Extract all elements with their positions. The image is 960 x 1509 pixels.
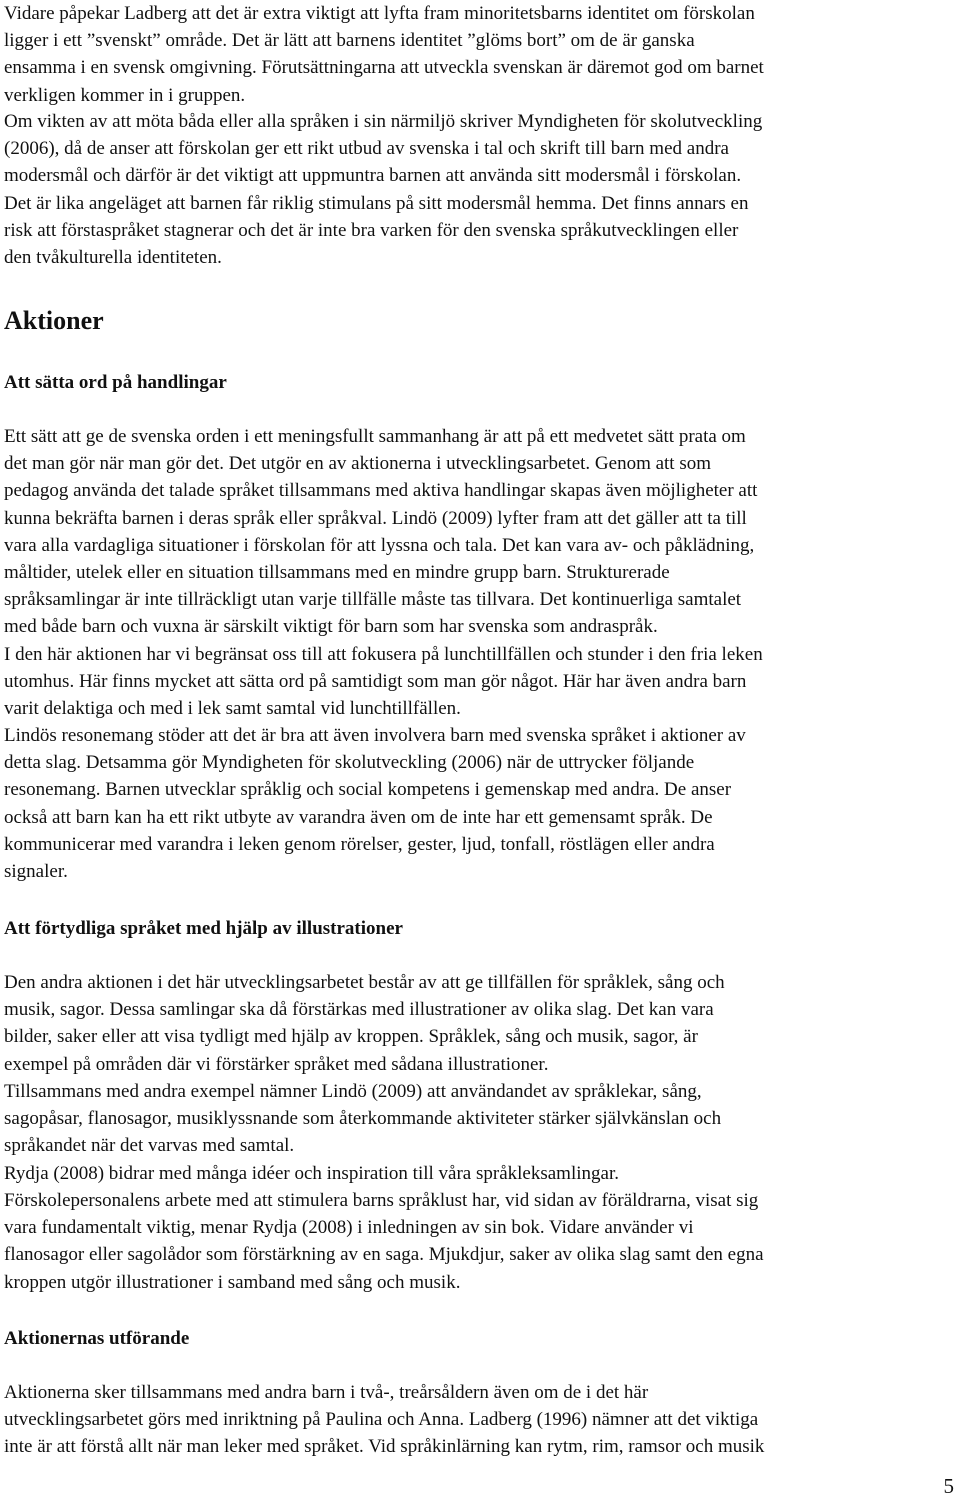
sub2-paragraph-1: [4, 969, 725, 1078]
text-line: ensamma i en svensk omgivning. Förutsättningarna att utveckla svenskan är däremot god om barnet: [4, 57, 764, 79]
subheading-aktionernas-utforande: Aktionernas utförande: [4, 1328, 190, 1349]
text-line: Om vikten av att möta båda eller alla språken i sin närmiljö skriver Myndigheten för skolutveckling: [4, 111, 763, 132]
text-line: utomhus. Här finns mycket att sätta ord på samtidigt som man gör något. Här har även andra barn: [4, 671, 747, 693]
text-line: (2006), då de anser att förskolan ger ett rikt utbud av svenska i tal och skrift till barn med andra: [4, 138, 729, 160]
text-line: signaler.: [4, 861, 68, 883]
section-heading-aktioner: Aktioner: [4, 306, 104, 335]
sub1-paragraph-2: [4, 641, 763, 723]
text-line: med både barn och vuxna är särskilt viktigt för barn som har svenska som andraspråk.: [4, 616, 658, 638]
text-line: måltider, utelek eller en situation tillsammans med en mindre grupp barn. Strukturerade: [4, 562, 670, 584]
text-line: det man gör när man gör det. Det utgör en av aktionerna i utvecklingsarbetet. Genom att som: [4, 453, 712, 475]
text-line: detta slag. Detsamma gör Myndigheten för skolutveckling (2006) när de uttrycker följande: [4, 752, 695, 774]
text-line: Det är lika angeläget att barnen får riklig stimulans på sitt modersmål hemma. Det finns annars en: [4, 192, 749, 214]
text-line: kroppen utgör illustrationer i samband med sång och musik.: [4, 1271, 461, 1293]
text-line: kommunicerar med varandra i leken genom rörelser, gester, ljud, tonfall, röstlägen eller andra: [4, 833, 715, 855]
text-line: Aktionerna sker tillsammans med andra barn i två-, treårsåldern även om de i det här: [4, 1382, 649, 1403]
text-line: ligger i ett ”svenskt” område. Det är lätt att barnens identitet ”glöms bort” om de är ganska: [4, 30, 695, 52]
text-line: Vidare påpekar Ladberg att det är extra viktigt att lyfta fram minoritetsbarns identitet om förskolan: [4, 3, 755, 24]
text-line: Förskolepersonalens arbete med att stimulera barns språklust har, vid sidan av föräldrarna, visat sig: [4, 1190, 759, 1211]
sub2-paragraph-2: [4, 1078, 721, 1160]
text-line: vara alla vardagliga situationer i förskolan för att lyssna och tala. Det kan vara av- och påklädning,: [4, 534, 755, 556]
text-line: också att barn kan ha ett rikt utbyte av varandra även om de inte har ett gemensamt språk. De: [4, 806, 713, 828]
text-line: exempel på områden där vi förstärker språket med sådana illustrationer.: [4, 1053, 549, 1075]
intro-paragraph-2: [4, 108, 762, 271]
text-line: Den andra aktionen i det här utvecklingsarbetet består av att ge tillfällen för språklek, sång och: [4, 972, 725, 993]
sub2-paragraph-3: [4, 1160, 619, 1187]
sub2-paragraph-4: [4, 1187, 764, 1296]
text-line: inte är att förstå allt när man leker med språket. Vid språkinlärning kan rytm, rim, ramsor och musik: [4, 1436, 765, 1458]
text-line: modersmål och därför är det viktigt att uppmuntra barnen att använda sitt modersmål i förskolan.: [4, 165, 742, 187]
text-line: Rydja (2008) bidrar med många idéer och inspiration till våra språkleksamlingar.: [4, 1163, 619, 1184]
text-line: den tvåkulturella identiteten.: [4, 247, 222, 269]
subheading-att-fortydliga: Att förtydliga språket med hjälp av illustrationer: [4, 918, 403, 939]
text-line: Ett sätt att ge de svenska orden i ett meningsfullt sammanhang är att på ett medvetet sätt prata om: [4, 426, 746, 447]
text-line: bilder, saker eller att visa tydligt med hjälp av kroppen. Språklek, sång och musik, sagor, är: [4, 1026, 698, 1048]
sub3-paragraph-1: [4, 1379, 764, 1461]
sub1-paragraph-3: [4, 722, 746, 885]
intro-paragraph-1: [4, 0, 764, 109]
text-line: Lindös resonemang stöder att det är bra att även involvera barn med svenska språket i aktioner av: [4, 725, 746, 746]
text-line: Tillsammans med andra exempel nämner Lindö (2009) att användandet av språklekar, sång,: [4, 1081, 702, 1102]
page-number: 5: [943, 1474, 954, 1498]
text-line: utvecklingsarbetet görs med inriktning på Paulina och Anna. Ladberg (1996) nämner att det viktiga: [4, 1409, 759, 1431]
text-line: vara fundamentalt viktig, menar Rydja (2008) i inledningen av sin bok. Vidare använder vi: [4, 1217, 694, 1239]
text-line: flanosagor eller sagolådor som förstärkning av en saga. Mjukdjur, saker av olika slag samt den egna: [4, 1244, 764, 1266]
text-line: språkandet när det varvas med samtal.: [4, 1135, 295, 1157]
text-line: varit delaktiga och med i lek samt samtal vid lunchtillfällen.: [4, 698, 461, 720]
subheading-att-satta-ord: Att sätta ord på handlingar: [4, 372, 227, 393]
text-line: resonemang. Barnen utvecklar språklig och social kompetens i gemenskap med andra. De anser: [4, 779, 732, 801]
text-line: I den här aktionen har vi begränsat oss till att fokusera på lunchtillfällen och stunder i den fria leken: [4, 644, 763, 665]
text-line: språksamlingar är inte tillräckligt utan varje tillfälle måste tas tillvara. Det kontinuerliga samtalet: [4, 589, 742, 611]
text-line: sagopåsar, flanosagor, musiklyssnande som återkommande aktiviteter stärker självkänslan och: [4, 1108, 722, 1130]
text-line: musik, sagor. Dessa samlingar ska då förstärkas med illustrationer av olika slag. Det kan vara: [4, 999, 714, 1021]
text-line: kunna bekräfta barnen i deras språk eller språkval. Lindö (2009) lyfter fram att det gäller att ta till: [4, 507, 747, 529]
text-line: verkligen kommer in i gruppen.: [4, 84, 246, 106]
sub1-paragraph-1: [4, 423, 757, 641]
text-line: risk att förstaspråket stagnerar och det är inte bra varken för den svenska språkutvecklingen eller: [4, 219, 739, 241]
text-line: pedagog använda det talade språket tillsammans med aktiva handlingar skapas även möjligheter att: [4, 480, 758, 502]
